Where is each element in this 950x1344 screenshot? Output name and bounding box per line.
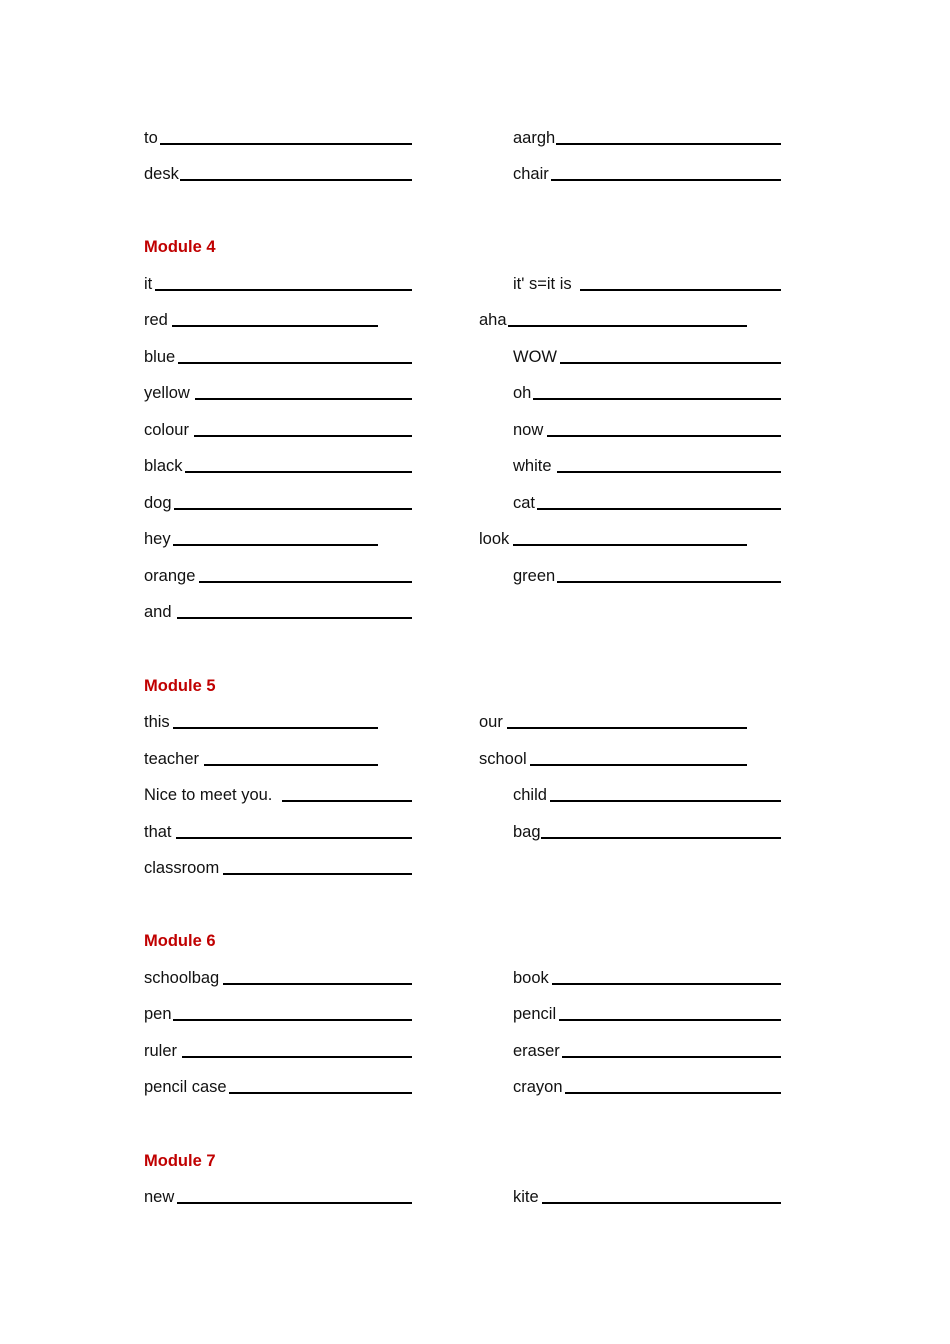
vocab-word: pen xyxy=(144,1005,172,1023)
vocab-word: WOW xyxy=(513,348,557,366)
vocab-word: yellow xyxy=(144,384,190,402)
answer-blank[interactable] xyxy=(530,764,747,766)
vocab-word: look xyxy=(479,530,510,548)
vocab-word: and xyxy=(144,603,172,621)
vocab-word: blue xyxy=(144,348,176,366)
vocab-word: oh xyxy=(513,384,532,402)
vocab-word: black xyxy=(144,457,183,475)
vocab-word: dog xyxy=(144,494,172,512)
vocab-word: new xyxy=(144,1188,175,1206)
answer-blank[interactable] xyxy=(178,362,412,364)
vocab-word: pencil xyxy=(513,1005,557,1023)
answer-blank[interactable] xyxy=(173,727,378,729)
vocab-word: aargh xyxy=(513,129,556,147)
vocab-word: child xyxy=(513,786,547,804)
answer-blank[interactable] xyxy=(542,1202,781,1204)
answer-blank[interactable] xyxy=(551,179,781,181)
answer-blank[interactable] xyxy=(223,873,412,875)
vocab-word: desk xyxy=(144,165,179,183)
answer-blank[interactable] xyxy=(229,1092,412,1094)
answer-blank[interactable] xyxy=(508,325,747,327)
answer-blank[interactable] xyxy=(194,435,412,437)
vocab-word: colour xyxy=(144,421,189,439)
vocab-word: that xyxy=(144,823,172,841)
answer-blank[interactable] xyxy=(182,1056,412,1058)
answer-blank[interactable] xyxy=(557,471,781,473)
answer-blank[interactable] xyxy=(195,398,412,400)
answer-blank[interactable] xyxy=(160,143,412,145)
answer-blank[interactable] xyxy=(180,179,412,181)
answer-blank[interactable] xyxy=(560,362,781,364)
answer-blank[interactable] xyxy=(537,508,781,510)
vocab-word: Nice to meet you. xyxy=(144,786,273,804)
vocab-word: it xyxy=(144,275,153,293)
vocab-word: aha xyxy=(479,311,507,329)
answer-blank[interactable] xyxy=(550,800,781,802)
vocab-word: bag xyxy=(513,823,541,841)
module-heading: Module 7 xyxy=(144,1152,216,1170)
answer-blank[interactable] xyxy=(174,508,412,510)
answer-blank[interactable] xyxy=(513,544,747,546)
vocab-word: school xyxy=(479,750,527,768)
answer-blank[interactable] xyxy=(185,471,412,473)
answer-blank[interactable] xyxy=(173,1019,412,1021)
vocab-word: cat xyxy=(513,494,536,512)
answer-blank[interactable] xyxy=(541,837,781,839)
vocab-word: book xyxy=(513,969,549,987)
answer-blank[interactable] xyxy=(562,1056,781,1058)
vocab-word: orange xyxy=(144,567,196,585)
answer-blank[interactable] xyxy=(559,1019,781,1021)
answer-blank[interactable] xyxy=(177,617,412,619)
answer-blank[interactable] xyxy=(177,1202,412,1204)
answer-blank[interactable] xyxy=(552,983,781,985)
vocab-word: kite xyxy=(513,1188,539,1206)
answer-blank[interactable] xyxy=(155,289,412,291)
vocab-word: this xyxy=(144,713,170,731)
answer-blank[interactable] xyxy=(507,727,747,729)
vocab-word: pencil case xyxy=(144,1078,227,1096)
answer-blank[interactable] xyxy=(223,983,412,985)
vocab-word: white xyxy=(513,457,552,475)
answer-blank[interactable] xyxy=(199,581,412,583)
module-heading: Module 4 xyxy=(144,238,216,256)
vocab-word: to xyxy=(144,129,158,147)
answer-blank[interactable] xyxy=(565,1092,781,1094)
vocab-word: red xyxy=(144,311,168,329)
vocab-word: eraser xyxy=(513,1042,560,1060)
vocab-word: schoolbag xyxy=(144,969,220,987)
answer-blank[interactable] xyxy=(580,289,781,291)
vocab-word: our xyxy=(479,713,503,731)
vocab-word: now xyxy=(513,421,544,439)
answer-blank[interactable] xyxy=(176,837,412,839)
answer-blank[interactable] xyxy=(204,764,378,766)
answer-blank[interactable] xyxy=(282,800,412,802)
module-heading: Module 6 xyxy=(144,932,216,950)
vocab-word: it' s=it is xyxy=(513,275,572,293)
answer-blank[interactable] xyxy=(172,325,378,327)
vocab-word: green xyxy=(513,567,556,585)
vocab-word: classroom xyxy=(144,859,220,877)
answer-blank[interactable] xyxy=(173,544,378,546)
vocab-word: hey xyxy=(144,530,171,548)
vocab-word: teacher xyxy=(144,750,200,768)
answer-blank[interactable] xyxy=(547,435,781,437)
vocab-word: chair xyxy=(513,165,549,183)
answer-blank[interactable] xyxy=(556,143,781,145)
module-heading: Module 5 xyxy=(144,677,216,695)
answer-blank[interactable] xyxy=(557,581,781,583)
vocab-word: ruler xyxy=(144,1042,178,1060)
answer-blank[interactable] xyxy=(533,398,781,400)
vocab-word: crayon xyxy=(513,1078,563,1096)
